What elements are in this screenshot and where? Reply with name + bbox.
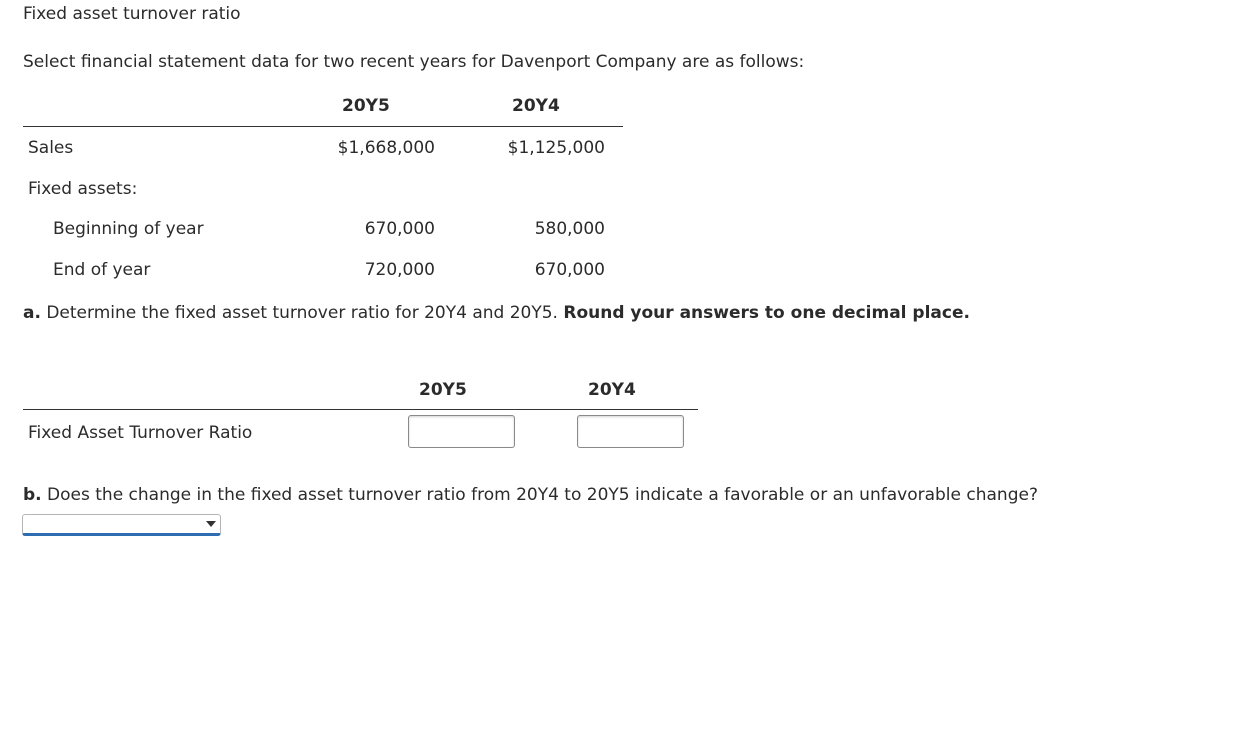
answer-table-header-rule	[23, 409, 698, 410]
beginning-20y4-value: 580,000	[534, 219, 605, 239]
answer-table-header-20y5: 20Y5	[419, 380, 467, 400]
part-b-prefix: b.	[23, 485, 42, 505]
fixed-asset-turnover-20y4-input[interactable]	[577, 415, 684, 448]
answer-table-header-20y4: 20Y4	[588, 380, 636, 400]
part-b-question	[23, 485, 1038, 505]
part-a-prefix: a.	[23, 303, 41, 323]
beginning-20y5-value: 670,000	[364, 219, 435, 239]
answer-row-label: Fixed Asset Turnover Ratio	[28, 423, 253, 443]
data-table-header-20y4: 20Y4	[512, 96, 560, 116]
row-label-fixed-assets: Fixed assets:	[28, 179, 138, 199]
caret-down-icon	[206, 521, 216, 527]
row-label-beginning-of-year: Beginning of year	[53, 219, 204, 239]
sales-20y4-value: $1,125,000	[507, 138, 605, 158]
data-table-header-20y5: 20Y5	[342, 96, 390, 116]
sales-20y5-value: $1,668,000	[337, 138, 435, 158]
row-label-sales: Sales	[28, 138, 74, 158]
part-a-instruction: Round your answers to one decimal place.	[563, 303, 970, 323]
end-20y4-value: 670,000	[534, 260, 605, 280]
part-a-text: Determine the fixed asset turnover ratio for 20Y4 and 20Y5.	[46, 303, 558, 323]
end-20y5-value: 720,000	[364, 260, 435, 280]
data-table-header-rule	[23, 126, 623, 127]
page-title: Fixed asset turnover ratio	[23, 4, 241, 24]
row-label-end-of-year: End of year	[53, 260, 151, 280]
intro-text: Select financial statement data for two recent years for Davenport Company are as follows:	[23, 52, 805, 72]
part-a-question	[23, 303, 970, 323]
part-b-text: Does the change in the fixed asset turnover ratio from 20Y4 to 20Y5 indicate a favorable or an unfavorable change?	[47, 485, 1038, 505]
fixed-asset-turnover-20y5-input[interactable]	[408, 415, 515, 448]
favorable-unfavorable-select[interactable]	[22, 514, 221, 536]
